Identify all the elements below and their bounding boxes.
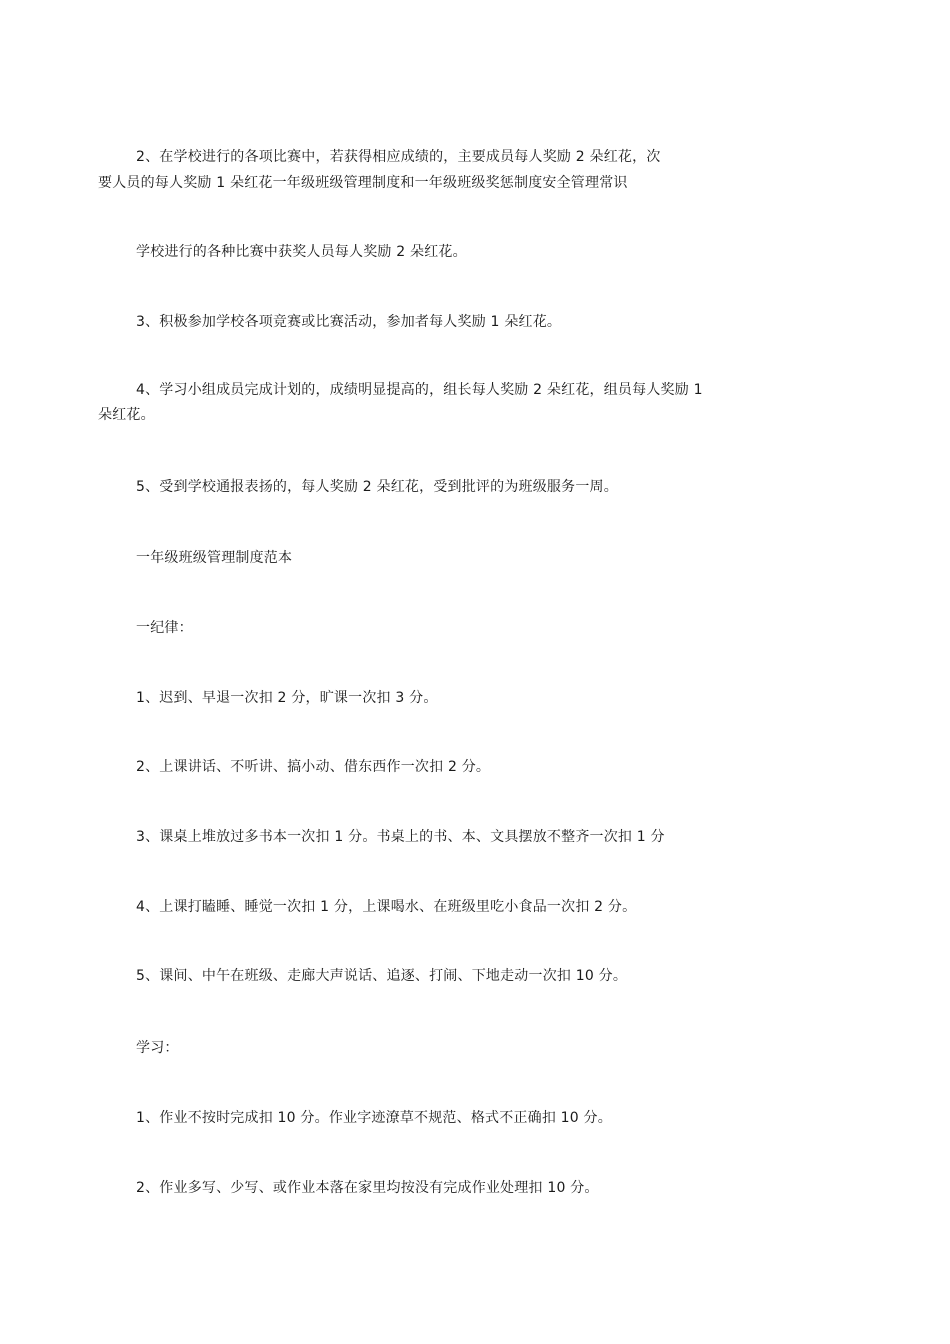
paragraph-reward-4-line1: 4、学习小组成员完成计划的，成绩明显提高的，组长每人奖励 2 朵红花，组员每人奖励 1 [136, 382, 703, 398]
paragraph-reward-3: 3、积极参加学校各项竞赛或比赛活动，参加者每人奖励 1 朵红花。 [136, 314, 562, 330]
section-heading-discipline: 一纪律： [136, 620, 193, 636]
section-heading-study: 学习： [136, 1040, 179, 1056]
rule-discipline-4: 4、上课打瞌睡、睡觉一次扣 1 分，上课喝水、在班级里吃小食品一次扣 2 分。 [136, 899, 637, 915]
rule-discipline-3: 3、课桌上堆放过多书本一次扣 1 分。书桌上的书、本、文具摆放不整齐一次扣 1 分 [136, 829, 665, 845]
paragraph-reward-school-competition: 学校进行的各种比赛中获奖人员每人奖励 2 朵红花。 [136, 244, 467, 260]
rule-discipline-2: 2、上课讲话、不听讲、搞小动、借东西作一次扣 2 分。 [136, 759, 491, 775]
paragraph-reward-5: 5、受到学校通报表扬的，每人奖励 2 朵红花，受到批评的为班级服务一周。 [136, 479, 618, 495]
rule-discipline-1: 1、迟到、早退一次扣 2 分，旷课一次扣 3 分。 [136, 690, 438, 706]
paragraph-reward-4-line2: 朵红花。 [98, 407, 155, 423]
paragraph-reward-2-line2: 要人员的每人奖励 1 朵红花一年级班级管理制度和一年级班级奖惩制度安全管理常识 [98, 175, 628, 191]
section-heading-management-template: 一年级班级管理制度范本 [136, 550, 293, 566]
paragraph-reward-2-line1: 2、在学校进行的各项比赛中，若获得相应成绩的，主要成员每人奖励 2 朵红花，次 [136, 149, 661, 165]
rule-discipline-5: 5、课间、中午在班级、走廊大声说话、追逐、打闹、下地走动一次扣 10 分。 [136, 968, 628, 984]
rule-study-2: 2、作业多写、少写、或作业本落在家里均按没有完成作业处理扣 10 分。 [136, 1180, 599, 1196]
rule-study-1: 1、作业不按时完成扣 10 分。作业字迹潦草不规范、格式不正确扣 10 分。 [136, 1110, 612, 1126]
